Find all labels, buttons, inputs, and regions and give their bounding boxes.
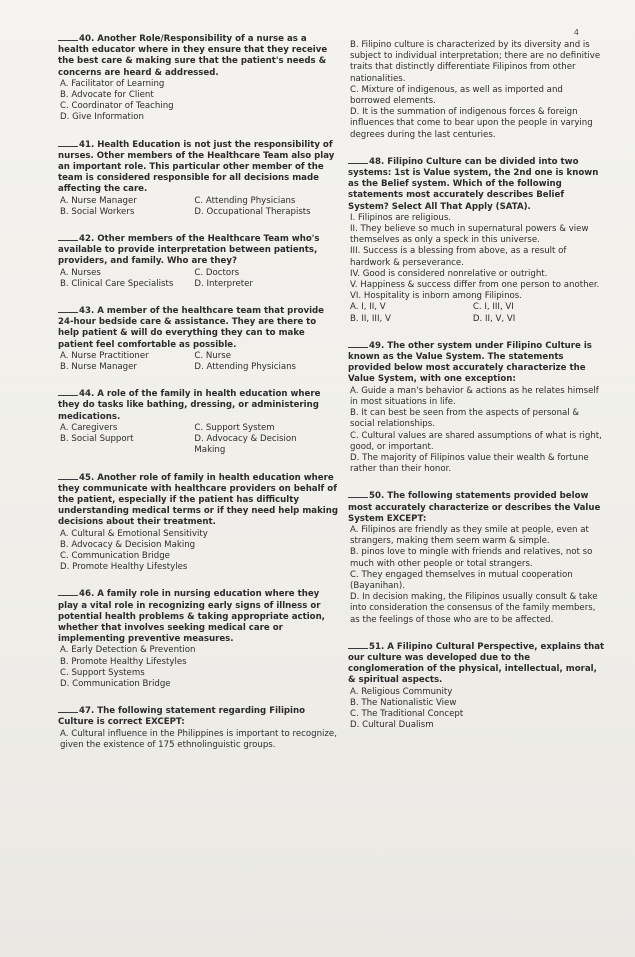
answer-option[interactable]: C. I, III, VI bbox=[472, 302, 514, 313]
answer-option[interactable]: A. Guide a man's behavior & actions as he relates himself in most situations in life. bbox=[350, 385, 599, 407]
question-stem bbox=[348, 640, 606, 687]
question-number: 41. bbox=[79, 139, 95, 150]
question-number: 42. bbox=[79, 234, 95, 245]
answer-blank[interactable] bbox=[58, 138, 78, 147]
question-number: 45. bbox=[79, 472, 95, 483]
answer-option[interactable]: B. It can best be seen from the aspects of personal & social relationships. bbox=[350, 408, 580, 430]
question-stem bbox=[58, 304, 340, 351]
option-row bbox=[58, 268, 340, 279]
question-text: Another Role/Responsibility of a nurse as a health educator where in they ensure that they receive the best care & making sure that the patient's needs & concerns are heard & addressed. bbox=[58, 34, 328, 78]
question-text: Filipino Culture can be divided into two systems: 1st is Value system, the 2nd one is known as the Belief system. Which of the following statements most accurately describes Belief System? Select All That Apply (SATA). bbox=[348, 156, 599, 212]
question-50 bbox=[348, 489, 606, 625]
question-text: The other system under Filipino Culture is known as the Value System. The statements provided below most accurately characterize the Value System, with one exception: bbox=[348, 340, 592, 385]
question-number: 50. bbox=[369, 491, 385, 502]
page-number: 4 bbox=[573, 28, 579, 37]
answer-option[interactable]: A. Filipinos are friendly as they smile at people, even at strangers, making them seem warm & simple. bbox=[350, 524, 589, 547]
answer-option[interactable]: C. Doctors bbox=[194, 267, 240, 278]
left-column bbox=[58, 32, 340, 765]
answer-option[interactable]: B. Filipino culture is characterized by its diversity and is subject to individual interpretation; there are no definitive traits that distinctly differentiate Filipinos from other nationalities. bbox=[350, 40, 601, 84]
answer-option[interactable]: A. Cultural & Emotional Sensitivity bbox=[60, 528, 208, 539]
question-42 bbox=[58, 232, 340, 290]
answer-blank[interactable] bbox=[348, 640, 368, 649]
answer-option[interactable]: D. Advocacy & Decision Making bbox=[194, 434, 297, 456]
question-43 bbox=[58, 304, 340, 373]
answer-option[interactable]: D. Interpreter bbox=[194, 278, 253, 289]
answer-option[interactable]: A. Cultural influence in the Philippines is important to recognize, given the existence of 175 ethnolinguistic groups. bbox=[60, 728, 337, 750]
answer-option[interactable]: C. Support Systems bbox=[60, 667, 145, 678]
answer-option[interactable]: B. Social Workers bbox=[60, 206, 135, 217]
answer-blank[interactable] bbox=[58, 387, 78, 396]
question-text: Another role of family in health education where they communicate with healthcare providers on behalf of the patient, especially if the patient has difficulty understanding medical terms or if they need help making decisions about their treatment. bbox=[58, 472, 338, 528]
answer-blank[interactable] bbox=[58, 587, 78, 596]
question-stem bbox=[58, 32, 340, 79]
option-row bbox=[348, 314, 606, 325]
answer-option[interactable]: B. Social Support bbox=[60, 434, 134, 445]
answer-option[interactable]: D. It is the summation of indigenous forces & foreign influences that come to bear upon the people in varying degrees during the last centuries. bbox=[350, 107, 593, 140]
answer-option[interactable]: C. The Traditional Concept bbox=[350, 708, 464, 719]
question-49 bbox=[348, 339, 606, 475]
question-text: Other members of the Healthcare Team who's available to provide interpretation between patients, providers, and family. Who are they? bbox=[58, 234, 320, 267]
answer-blank[interactable] bbox=[348, 155, 368, 164]
question-stem bbox=[58, 387, 340, 423]
question-number: 48. bbox=[369, 156, 385, 167]
question-text: The following statements provided below most accurately characterize or describes the Value System EXCEPT: bbox=[348, 491, 601, 524]
question-47 bbox=[58, 704, 340, 751]
answer-blank[interactable] bbox=[58, 304, 78, 313]
question-stem bbox=[348, 339, 606, 386]
answer-option[interactable]: A. Caregivers bbox=[60, 422, 118, 433]
question-number: 43. bbox=[79, 306, 95, 317]
question-text: A member of the healthcare team that provide 24-hour bedside care & assistance. They are there to help patient & will do everything they can to make patient feel comfortable as possible. bbox=[58, 306, 325, 350]
answer-option[interactable]: D. Cultural Dualism bbox=[350, 720, 434, 731]
question-41 bbox=[58, 138, 340, 218]
answer-option[interactable]: B. Nurse Manager bbox=[60, 362, 137, 373]
question-stem bbox=[58, 704, 340, 728]
answer-blank[interactable] bbox=[348, 489, 368, 498]
answer-option[interactable]: C. Communication Bridge bbox=[60, 550, 170, 561]
question-number: 44. bbox=[79, 389, 95, 400]
question-number: 47. bbox=[79, 706, 95, 717]
right-column bbox=[348, 40, 606, 745]
answer-blank[interactable] bbox=[58, 704, 78, 713]
question-text: A family role in nursing education where they play a vital role in recognizing early signs of illness or potential health problems & taking appropriate action, whether that involves seeking medical care or implementing preventive measures. bbox=[58, 589, 325, 645]
answer-option[interactable]: C. Cultural values are shared assumptions of what is right, good, or important. bbox=[350, 430, 602, 452]
answer-option[interactable]: B. Promote Healthy Lifestyles bbox=[60, 656, 187, 667]
option-row bbox=[58, 279, 340, 290]
question-46 bbox=[58, 587, 340, 690]
answer-option[interactable]: A. Nurse Manager bbox=[60, 195, 137, 206]
question-stem bbox=[348, 155, 606, 213]
answer-option[interactable]: B. Advocate for Client bbox=[60, 90, 154, 101]
answer-blank[interactable] bbox=[58, 232, 78, 241]
answer-option[interactable]: B. Advocacy & Decision Making bbox=[60, 539, 196, 550]
answer-option[interactable]: A. Nurse Practitioner bbox=[60, 350, 149, 361]
answer-option[interactable]: C. Mixture of indigenous, as well as imported and borrowed elements. bbox=[350, 84, 563, 107]
statement-item: VI. Hospitality is inborn among Filipinos. bbox=[350, 291, 522, 302]
answer-option[interactable]: D. The majority of Filipinos value their wealth & fortune rather than their honor. bbox=[350, 452, 589, 475]
question-number: 51. bbox=[369, 641, 385, 652]
question-stem bbox=[58, 587, 340, 645]
option-row bbox=[58, 351, 340, 362]
answer-option[interactable]: C. Attending Physicians bbox=[194, 195, 296, 206]
option-row bbox=[58, 434, 340, 456]
option-row bbox=[348, 302, 606, 313]
answer-option[interactable]: A. Early Detection & Prevention bbox=[60, 645, 196, 656]
answer-option[interactable]: C. Coordinator of Teaching bbox=[60, 101, 174, 112]
question-text: The following statement regarding Filipino Culture is correct EXCEPT: bbox=[58, 706, 306, 728]
answer-option[interactable]: B. II, III, V bbox=[350, 313, 391, 324]
question-text: Health Education is not just the responsibility of nurses. Other members of the Healthcare Team also play an important role. This particular other member of the team is considered responsible for all decisions made affecting the care. bbox=[58, 139, 335, 195]
question-text: A Filipino Cultural Perspective, explains that our culture was developed due to the conglomeration of the physical, intellectual, moral, & spiritual aspects. bbox=[348, 641, 605, 686]
answer-option[interactable]: A. Nurses bbox=[60, 267, 101, 278]
answer-option[interactable]: D. Occupational Therapists bbox=[194, 206, 311, 217]
option-row bbox=[58, 207, 340, 218]
question-51 bbox=[348, 640, 606, 732]
answer-option[interactable]: A. I, II, V bbox=[350, 302, 386, 313]
answer-option[interactable]: B. Clinical Care Specialists bbox=[60, 278, 174, 289]
question-48 bbox=[348, 155, 606, 325]
answer-option[interactable]: B. pinos love to mingle with friends and relatives, not so much with other people or total strangers. bbox=[350, 547, 593, 569]
answer-blank[interactable] bbox=[58, 32, 78, 41]
statement-item: III. Success is a blessing from above, as a result of hardwork & perseverance. bbox=[350, 246, 567, 268]
answer-option[interactable]: D. II, V, VI bbox=[472, 313, 516, 324]
question-stem bbox=[348, 489, 606, 525]
statement-item: II. They believe so much in supernatural powers & view themselves as only a speck in this universe. bbox=[350, 224, 589, 246]
question-40 bbox=[58, 32, 340, 124]
question-47-continuation bbox=[348, 40, 606, 141]
option-row bbox=[58, 362, 340, 373]
answer-option[interactable]: D. Give Information bbox=[60, 112, 144, 123]
statement-item: V. Happiness & success differ from one person to another. bbox=[350, 280, 600, 291]
question-stem bbox=[58, 232, 340, 268]
answer-option[interactable]: D. In decision making, the Filipinos usually consult & take into consideration the consensus of the family members, as the feelings of those who are to be affected. bbox=[350, 592, 598, 625]
statement-item: IV. Good is considered nonrelative or outright. bbox=[350, 268, 548, 279]
answer-blank[interactable] bbox=[348, 339, 368, 348]
option-row bbox=[58, 423, 340, 434]
question-45 bbox=[58, 471, 340, 574]
answer-option[interactable]: D. Attending Physicians bbox=[194, 362, 297, 373]
question-stem bbox=[58, 138, 340, 196]
option-row bbox=[58, 196, 340, 207]
answer-option[interactable]: C. They engaged themselves in mutual cooperation (Bayanihan). bbox=[350, 569, 573, 591]
answer-option[interactable]: D. Communication Bridge bbox=[60, 678, 171, 689]
answer-option[interactable]: B. The Nationalistic View bbox=[350, 697, 457, 708]
statement-item: I. Filipinos are religious. bbox=[350, 212, 452, 223]
answer-option[interactable]: A. Facilitator of Learning bbox=[60, 78, 165, 89]
right-questions bbox=[348, 155, 606, 732]
question-text: A role of the family in health education where they do tasks like bathing, dressing, or administering medications. bbox=[58, 389, 321, 422]
answer-option[interactable]: A. Religious Community bbox=[350, 686, 453, 697]
answer-option[interactable]: C. Nurse bbox=[194, 350, 232, 361]
question-stem bbox=[58, 471, 340, 529]
question-number: 49. bbox=[369, 340, 385, 351]
question-number: 40. bbox=[79, 34, 95, 44]
question-number: 46. bbox=[79, 589, 95, 600]
answer-blank[interactable] bbox=[58, 471, 78, 480]
answer-option[interactable]: D. Promote Healthy Lifestyles bbox=[60, 562, 188, 573]
answer-option[interactable]: C. Support System bbox=[194, 422, 275, 433]
question-44 bbox=[58, 387, 340, 456]
